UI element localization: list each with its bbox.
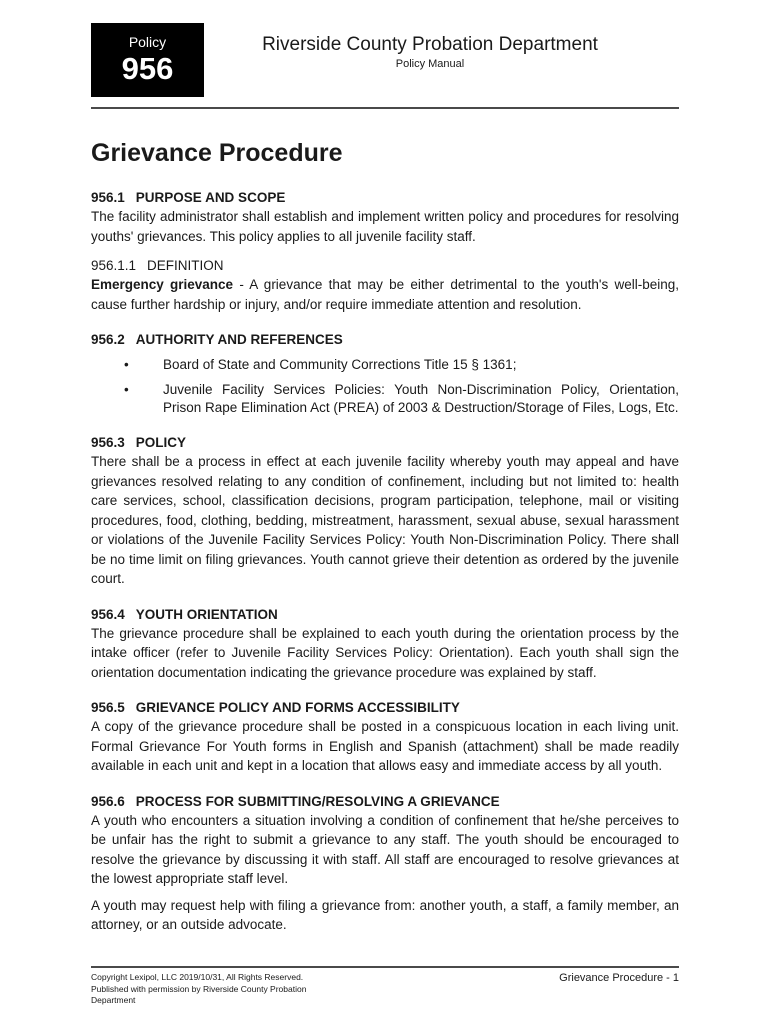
section-body-956-6-a: A youth who encounters a situation involving a condition of confinement that he/she perceives to be unfair has the right to submit a grievance to any staff. The youth should be encouraged to resolve the grievance by discussing it with staff. All staff are encouraged to resolve grievances at the lowest appropriate staff level. — [91, 812, 679, 886]
bullet-icon: • — [124, 357, 129, 372]
section-number: 956.5 — [91, 700, 125, 715]
section-heading-956-6 — [91, 792, 679, 811]
section-title: PURPOSE AND SCOPE — [135, 190, 286, 205]
section-title: AUTHORITY AND REFERENCES — [135, 332, 343, 347]
section-heading-956-5 — [91, 698, 679, 717]
list-item — [91, 381, 679, 417]
section-number: 956.1 — [91, 190, 125, 205]
permission-line: Published with permission by Riverside County Probation Department — [91, 983, 307, 1005]
manual-name: Policy Manual — [395, 58, 465, 70]
copyright-notice — [91, 972, 331, 1007]
section-body-956-6-b: A youth may request help with filing a grievance from: another youth, a staff, a family member, an attorney, or an outside advocate. — [91, 897, 679, 932]
section-title: POLICY — [135, 435, 187, 450]
page-title: Grievance Procedure — [91, 139, 343, 167]
footer-divider — [91, 966, 679, 968]
section-title: DEFINITION — [147, 258, 224, 273]
section-heading-956-1 — [91, 188, 679, 207]
section-title: PROCESS FOR SUBMITTING/RESOLVING A GRIEVANCE — [135, 793, 500, 809]
section-title: GRIEVANCE POLICY AND FORMS ACCESSIBILITY — [135, 700, 460, 715]
list-item — [91, 356, 679, 374]
list-item-text: Juvenile Facility Services Policies: Youth Non-Discrimination Policy, Orientation, Prison Rape Elimination Act (PREA) of 2003 & Destruction/Storage of Files, Logs, Etc. — [163, 382, 679, 415]
section-heading-956-3 — [91, 433, 679, 452]
section-body-956-1: The facility administrator shall establish and implement written policy and procedures for resolving youths' grievances. This policy applies to all juvenile facility staff. — [91, 209, 679, 244]
policy-number: 956 — [121, 51, 174, 86]
section-heading-956-4 — [91, 605, 679, 624]
policy-number-badge — [91, 23, 204, 97]
references-list — [91, 356, 679, 417]
section-heading-956-2 — [91, 330, 679, 349]
section-title: YOUTH ORIENTATION — [135, 606, 278, 622]
section-number: 956.3 — [91, 435, 125, 450]
definition-paragraph — [91, 275, 679, 314]
department-name: Riverside County Probation Department — [262, 34, 598, 55]
section-body-956-3: There shall be a process in effect at each juvenile facility whereby youth may appeal and have grievances resolved relating to any condition of confinement, including but not limited to: health care services, school, classification decisions, program participation, telephone, mail or visiting procedures, food, clothing, bedding, mistreatment, harassment, sexual abuse, sexual harassment or violations of the Juvenile Facility Services Policy: Youth Non-Discrimination Policy. There shall be no time limit on filing grievances. Youth cannot grieve their detention as ordered by the juvenile court. — [91, 454, 679, 586]
copyright-line: Copyright Lexipol, LLC 2019/10/31, All Rights Reserved. — [91, 972, 304, 982]
page-footer-label: Grievance Procedure - 1 — [559, 972, 679, 984]
header-divider — [91, 107, 679, 109]
definition-term: Emergency grievance — [91, 277, 234, 292]
section-number: 956.6 — [91, 793, 125, 809]
section-number: 956.4 — [91, 606, 125, 622]
bullet-icon: • — [124, 382, 129, 397]
section-number: 956.2 — [91, 332, 125, 347]
section-number: 956.1.1 — [91, 258, 137, 273]
section-heading-956-1-1 — [91, 256, 679, 275]
list-item-text: Board of State and Community Corrections Title 15 § 1361; — [163, 357, 517, 372]
section-body-956-4: The grievance procedure shall be explained to each youth during the orientation process by the intake officer (refer to Juvenile Facility Services Policy: Orientation). Each youth shall sign the orientation documentation indicating the grievance procedure was explained by staff. — [91, 625, 679, 680]
document-body — [91, 135, 679, 935]
section-body-956-5: A copy of the grievance procedure shall be posted in a conspicuous location in each living unit. Formal Grievance For Youth forms in English and Spanish (attachment) shall be made readily available in each unit and kept in a location that allows easy and immediate access by all youth. — [91, 719, 679, 773]
definition-text: - A grievance that may be either detrimental to the youth's well-being, cause further hardship or injury, and/or require immediate attention and resolution. — [91, 277, 680, 312]
policy-label: Policy — [128, 34, 167, 50]
